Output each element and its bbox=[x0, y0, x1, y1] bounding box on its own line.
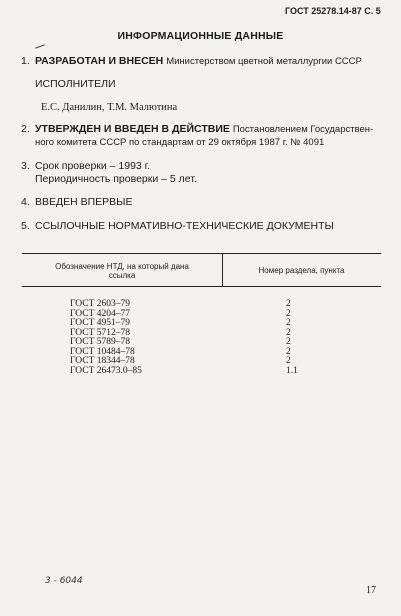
section-3-line-2: Периодичность проверки – 5 лет. bbox=[35, 173, 197, 185]
table-row: ГОСТ 10484–78 bbox=[70, 346, 135, 357]
section-4-number: 4. bbox=[21, 196, 30, 208]
table-cell-ref: 1.1 bbox=[286, 365, 298, 376]
table-row: ГОСТ 4204–77 bbox=[70, 308, 130, 319]
handwritten-note: 3 - 6044 bbox=[45, 576, 83, 586]
table-header-col-1-line-2: ссылка bbox=[108, 271, 136, 280]
table-cell-ref: 2 bbox=[286, 356, 291, 366]
table-cell-ref: 2 bbox=[286, 327, 291, 338]
table-cell-ref: 2 bbox=[286, 346, 291, 357]
table-row: ГОСТ 26473.0–85 bbox=[70, 365, 142, 376]
table-cell-ref: 2 bbox=[286, 318, 291, 328]
standard-header: ГОСТ 25278.14-87 С. 5 bbox=[285, 6, 381, 16]
table-row: ГОСТ 4951–79 bbox=[70, 318, 130, 328]
table-row: ГОСТ 2603–79 bbox=[70, 299, 130, 309]
table-cell-ref: 2 bbox=[286, 308, 291, 319]
section-1-number: 1. bbox=[21, 55, 30, 67]
table-header-col-1-line-1: Обозначение НТД, на который дана bbox=[55, 262, 189, 271]
section-5-text: ССЫЛОЧНЫЕ НОРМАТИВНО-ТЕХНИЧЕСКИЕ ДОКУМЕНТЫ bbox=[35, 220, 334, 232]
table-col-docs bbox=[70, 300, 142, 376]
table-header-col-2: Номер раздела, пункта bbox=[258, 266, 345, 275]
section-4 bbox=[21, 196, 132, 209]
authors: Е.С. Данилин, Т.М. Малютина bbox=[41, 102, 178, 113]
section-2-text-2: ного комитета СССР по стандартам от 29 октября 1987 г. № 4091 bbox=[35, 137, 325, 148]
section-1 bbox=[21, 55, 362, 68]
section-2-text-1: Постановлением Государствен- bbox=[232, 124, 374, 135]
section-1-text: Министерством цветной металлургии СССР bbox=[166, 56, 362, 67]
table-header-col-1 bbox=[22, 262, 222, 280]
table-header-rule bbox=[22, 286, 381, 287]
section-5 bbox=[21, 220, 334, 233]
table-top-rule bbox=[22, 253, 381, 254]
pen-mark bbox=[35, 44, 45, 48]
page-number: 17 bbox=[366, 585, 376, 596]
table-row: ГОСТ 5712–78 bbox=[70, 327, 130, 338]
section-3-number: 3. bbox=[21, 160, 30, 172]
table-row: ГОСТ 5789–78 bbox=[70, 337, 130, 347]
section-2-number: 2. bbox=[21, 123, 30, 135]
section-2 bbox=[21, 123, 373, 136]
section-3 bbox=[21, 160, 150, 173]
table-cell-ref: 2 bbox=[286, 337, 291, 347]
section-1-lead: РАЗРАБОТАН И ВНЕСЕН bbox=[35, 55, 164, 67]
executors-heading: ИСПОЛНИТЕЛИ bbox=[35, 78, 116, 90]
section-3-line-1: Срок проверки – 1993 г. bbox=[35, 160, 151, 172]
table-row: ГОСТ 18344–78 bbox=[70, 356, 135, 366]
section-4-text: ВВЕДЕН ВПЕРВЫЕ bbox=[35, 196, 133, 208]
section-5-number: 5. bbox=[21, 220, 30, 232]
page-title: ИНФОРМАЦИОННЫЕ ДАННЫЕ bbox=[117, 30, 284, 42]
section-2-lead: УТВЕРЖДЕН И ВВЕДЕН В ДЕЙСТВИЕ bbox=[35, 123, 230, 135]
table-cell-ref: 2 bbox=[286, 299, 291, 309]
table-col-refs bbox=[286, 300, 298, 376]
